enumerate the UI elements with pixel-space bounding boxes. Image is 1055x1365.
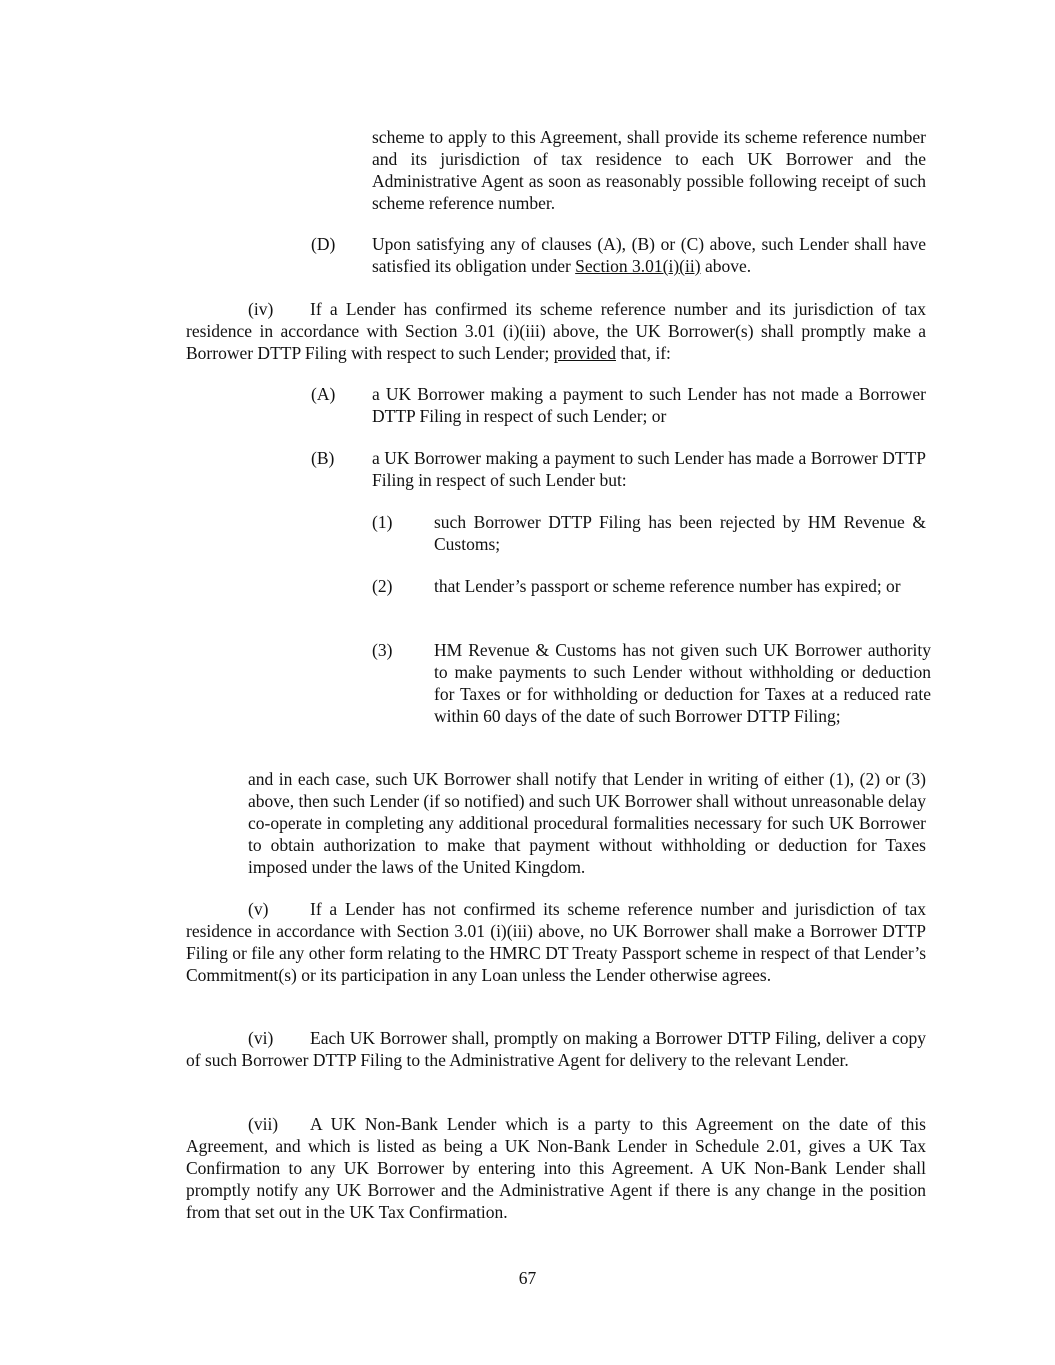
page-number: 67 [518,1268,537,1288]
clause-vi-paragraph [186,1027,926,1071]
clause-iv-paragraph [186,298,926,364]
clause-vii-paragraph [186,1113,926,1223]
section-reference-link: Section 3.01(i)(ii) [575,256,701,276]
clause-b1-label: (1) [372,512,393,532]
clause-vi-label: (vi) [248,1028,274,1048]
clause-iv-label: (iv) [248,299,274,319]
clause-c-continuation: scheme to apply to this Agreement, shall provide its scheme reference number and its jurisdiction of tax residence to each UK Borrower and the Administrative Agent as soon as reasonably possible following receipt of such scheme reference number. [372,127,926,213]
clause-v-label: (v) [248,899,269,919]
clause-d-label: (D) [311,234,336,254]
clause-b3-text: HM Revenue & Customs has not given such UK Borrower authority to make payments to such Lender without withholding or deduction for Taxes or for withholding or deduction for Taxes at a reduced rate within 60 days of the date of such Borrower DTTP Filing; [434,640,931,726]
clause-iv-a-text: a UK Borrower making a payment to such Lender has not made a Borrower DTTP Filing in respect of such Lender; or [372,384,926,426]
clause-b3-label: (3) [372,640,393,660]
clause-v-text: If a Lender has not confirmed its scheme reference number and jurisdiction of tax residence in accordance with Section 3.01 (i)(iii) above, no UK Borrower shall make a Borrower DTTP Filing or file any other form relating to the HMRC DT Treaty Passport scheme in respect of that Lender’s Commitment(s) or its participation in any Loan unless the Lender otherwise agrees. [186,899,926,985]
clause-d-text-b: above. [700,256,752,276]
clause-vi-text: Each UK Borrower shall, promptly on making a Borrower DTTP Filing, deliver a copy of such Borrower DTTP Filing to the Administrative Agent for delivery to the relevant Lender. [186,1028,926,1070]
clause-iv-text-b: that, if: [615,343,671,363]
clause-d-text [372,233,926,277]
clause-b1-text: such Borrower DTTP Filing has been rejected by HM Revenue & Customs; [434,512,926,554]
clause-iv-b-text: a UK Borrower making a payment to such Lender has made a Borrower DTTP Filing in respect of such Lender but: [372,448,926,490]
clause-iv-text-a: If a Lender has confirmed its scheme reference number and its jurisdiction of tax residence in accordance with Section 3.01 (i)(iii) above, the UK Borrower(s) shall promptly make a Borrower DTTP Filing with respect to such Lender; [186,299,926,363]
clause-d-text-a: Upon satisfying any of clauses (A), (B) or (C) above, such Lender shall have satisfied its obligation under [372,234,926,276]
clause-b2-label: (2) [372,576,393,596]
clause-iv-a-label: (A) [311,384,336,404]
clause-vii-label: (vii) [248,1114,279,1134]
clause-vii-text: A UK Non-Bank Lender which is a party to this Agreement on the date of this Agreement, and which is listed as being a UK Non-Bank Lender in Schedule 2.01, gives a UK Tax Confirmation to any UK Borrower by entering into this Agreement. A UK Non-Bank Lender shall promptly notify any UK Borrower and the Administrative Agent if there is any change in the position from that set out in the UK Tax Confirmation. [186,1114,926,1222]
clause-v-paragraph [186,898,926,986]
clause-b2-text: that Lender’s passport or scheme reference number has expired; or [434,576,901,596]
clause-iv-tail: and in each case, such UK Borrower shall notify that Lender in writing of either (1), (2) or (3) above, then such Lender (if so notified) and such UK Borrower shall without unreasonable delay co-operate in completing any additional procedural formalities necessary for such UK Borrower to obtain authorization to make that payment without withholding or deduction for Taxes imposed under the laws of the United Kingdom. [248,769,926,877]
clause-iv-b-label: (B) [311,448,335,468]
provided-term: provided [553,343,616,363]
